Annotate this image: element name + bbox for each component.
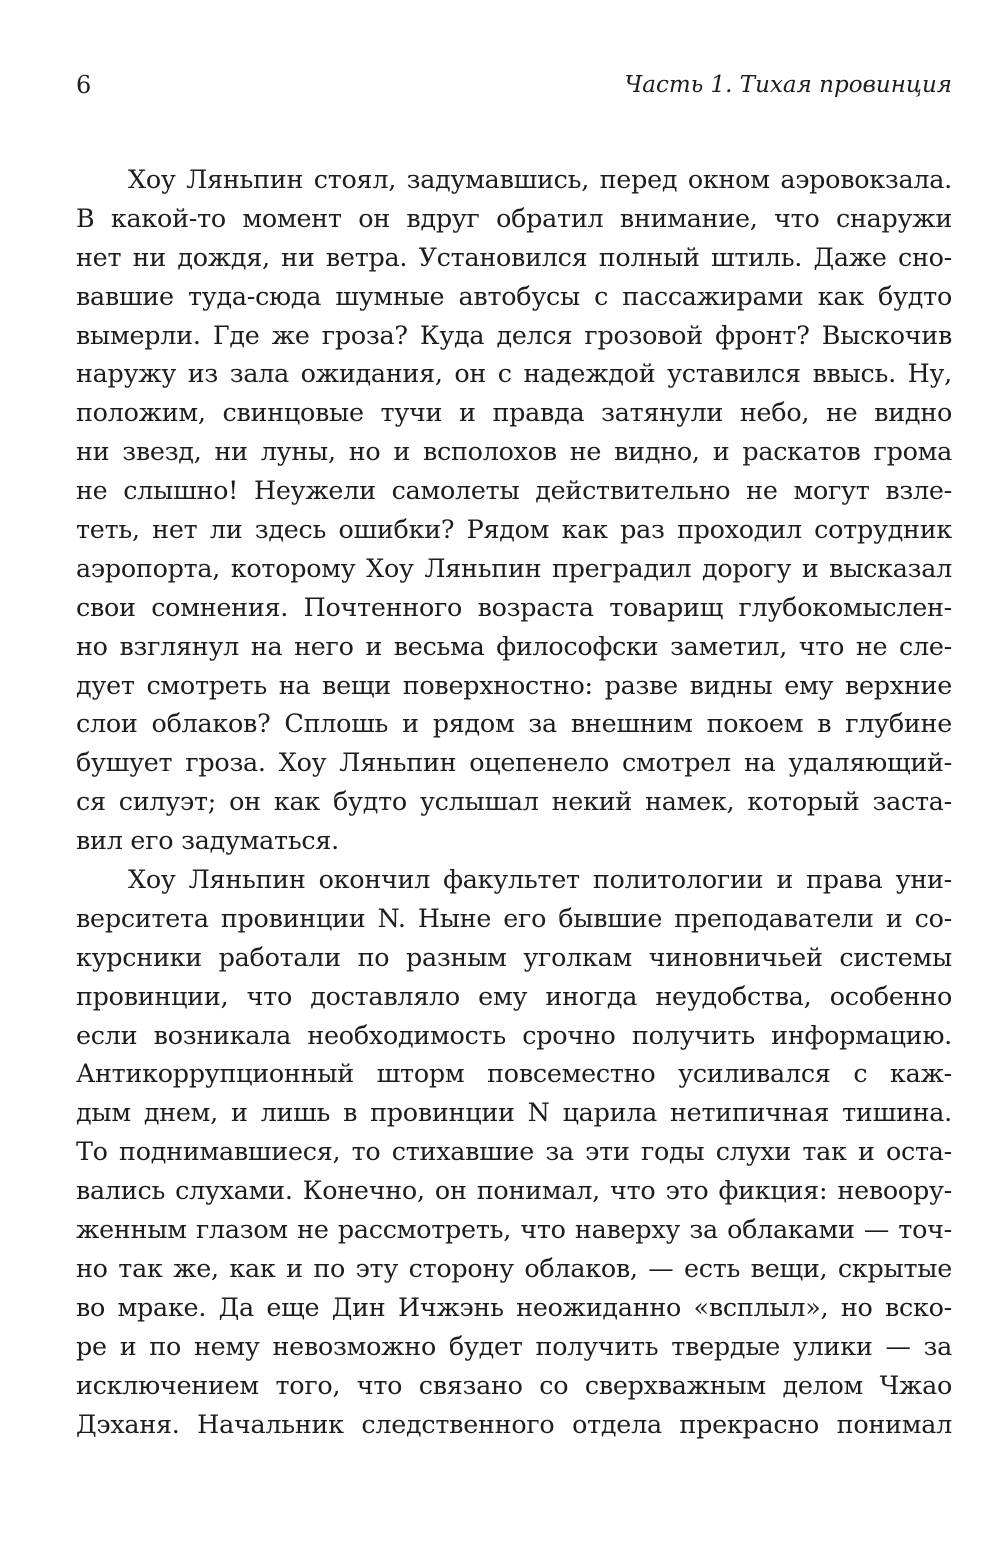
text-line: исключением того, что связано со сверхважным делом Чжао bbox=[76, 1369, 952, 1400]
text-line: дует смотреть на вещи поверхностно: разве видны ему верхние bbox=[76, 669, 952, 700]
text-line: Антикоррупционный шторм повсеместно усиливался с каж- bbox=[76, 1058, 952, 1089]
text-line: наружу из зала ожидания, он с надеждой уставился ввысь. Ну, bbox=[76, 358, 952, 389]
text-line: во мраке. Да еще Дин Ичжэнь неожиданно «всплыл», но вско- bbox=[76, 1291, 952, 1322]
text-line: провинции, что доставляло ему иногда неудобства, особенно bbox=[76, 980, 952, 1011]
body-text bbox=[76, 160, 952, 1443]
text-line: ре и по нему невозможно будет получить твердые улики — за bbox=[76, 1330, 952, 1361]
text-line: ся силуэт; он как будто услышал некий намек, который заста- bbox=[76, 786, 952, 817]
text-line: но так же, как и по эту сторону облаков, — есть вещи, скрытые bbox=[76, 1252, 952, 1283]
text-line: не слышно! Неужели самолеты действительно не могут взле- bbox=[76, 475, 952, 506]
text-line: дым днем, и лишь в провинции N царила нетипичная тишина. bbox=[76, 1097, 952, 1128]
paragraph-2 bbox=[76, 860, 952, 1443]
text-line: ни звезд, ни луны, но и всполохов не видно, и раскатов грома bbox=[76, 436, 952, 467]
text-line: слои облаков? Сплошь и рядом за внешним покоем в глубине bbox=[76, 708, 952, 739]
text-line: бушует гроза. Хоу Ляньпин оцепенело смотрел на удаляющий- bbox=[76, 747, 952, 778]
text-line: курсники работали по разным уголкам чиновничьей системы bbox=[76, 941, 952, 972]
text-line: вавшие туда-сюда шумные автобусы с пассажирами как будто bbox=[76, 280, 952, 311]
text-line: вались слухами. Конечно, он понимал, что это фикция: невоору- bbox=[76, 1175, 952, 1206]
running-title: Часть 1. Тихая провинция bbox=[624, 72, 952, 98]
text-line: свои сомнения. Почтенного возраста товарищ глубокомыслен- bbox=[76, 591, 952, 622]
text-line: вымерли. Где же гроза? Куда делся грозовой фронт? Выскочив bbox=[76, 319, 952, 350]
running-header bbox=[76, 68, 952, 102]
text-line: теть, нет ли здесь ошибки? Рядом как раз проходил сотрудник bbox=[76, 514, 952, 545]
text-line: нет ни дождя, ни ветра. Установился полный штиль. Даже сно- bbox=[76, 241, 952, 272]
paragraph-1 bbox=[76, 160, 952, 860]
text-line: Хоу Ляньпин стоял, задумавшись, перед окном аэровокзала. bbox=[128, 164, 952, 194]
text-line: верситета провинции N. Ныне его бывшие преподаватели и со- bbox=[76, 902, 952, 933]
page-number: 6 bbox=[76, 71, 92, 99]
text-line: положим, свинцовые тучи и правда затянули небо, не видно bbox=[76, 397, 952, 428]
text-line: вил его задуматься. bbox=[76, 825, 339, 856]
text-line: Хоу Ляньпин окончил факультет политологии и права уни- bbox=[128, 864, 952, 895]
text-line: но взглянул на него и весьма философски заметил, что не сле- bbox=[76, 630, 952, 661]
text-line: В какой-то момент он вдруг обратил внимание, что снаружи bbox=[76, 202, 952, 233]
text-line: То поднимавшиеся, то стихавшие за эти годы слухи так и оста- bbox=[76, 1136, 952, 1167]
text-line: если возникала необходимость срочно получить информацию. bbox=[76, 1019, 952, 1050]
text-line: женным глазом не рассмотреть, что наверху за облаками — точ- bbox=[76, 1214, 952, 1245]
text-line: аэропорта, которому Хоу Ляньпин преградил дорогу и высказал bbox=[76, 552, 952, 583]
text-line: Дэханя. Начальник следственного отдела прекрасно понимал bbox=[76, 1408, 952, 1439]
